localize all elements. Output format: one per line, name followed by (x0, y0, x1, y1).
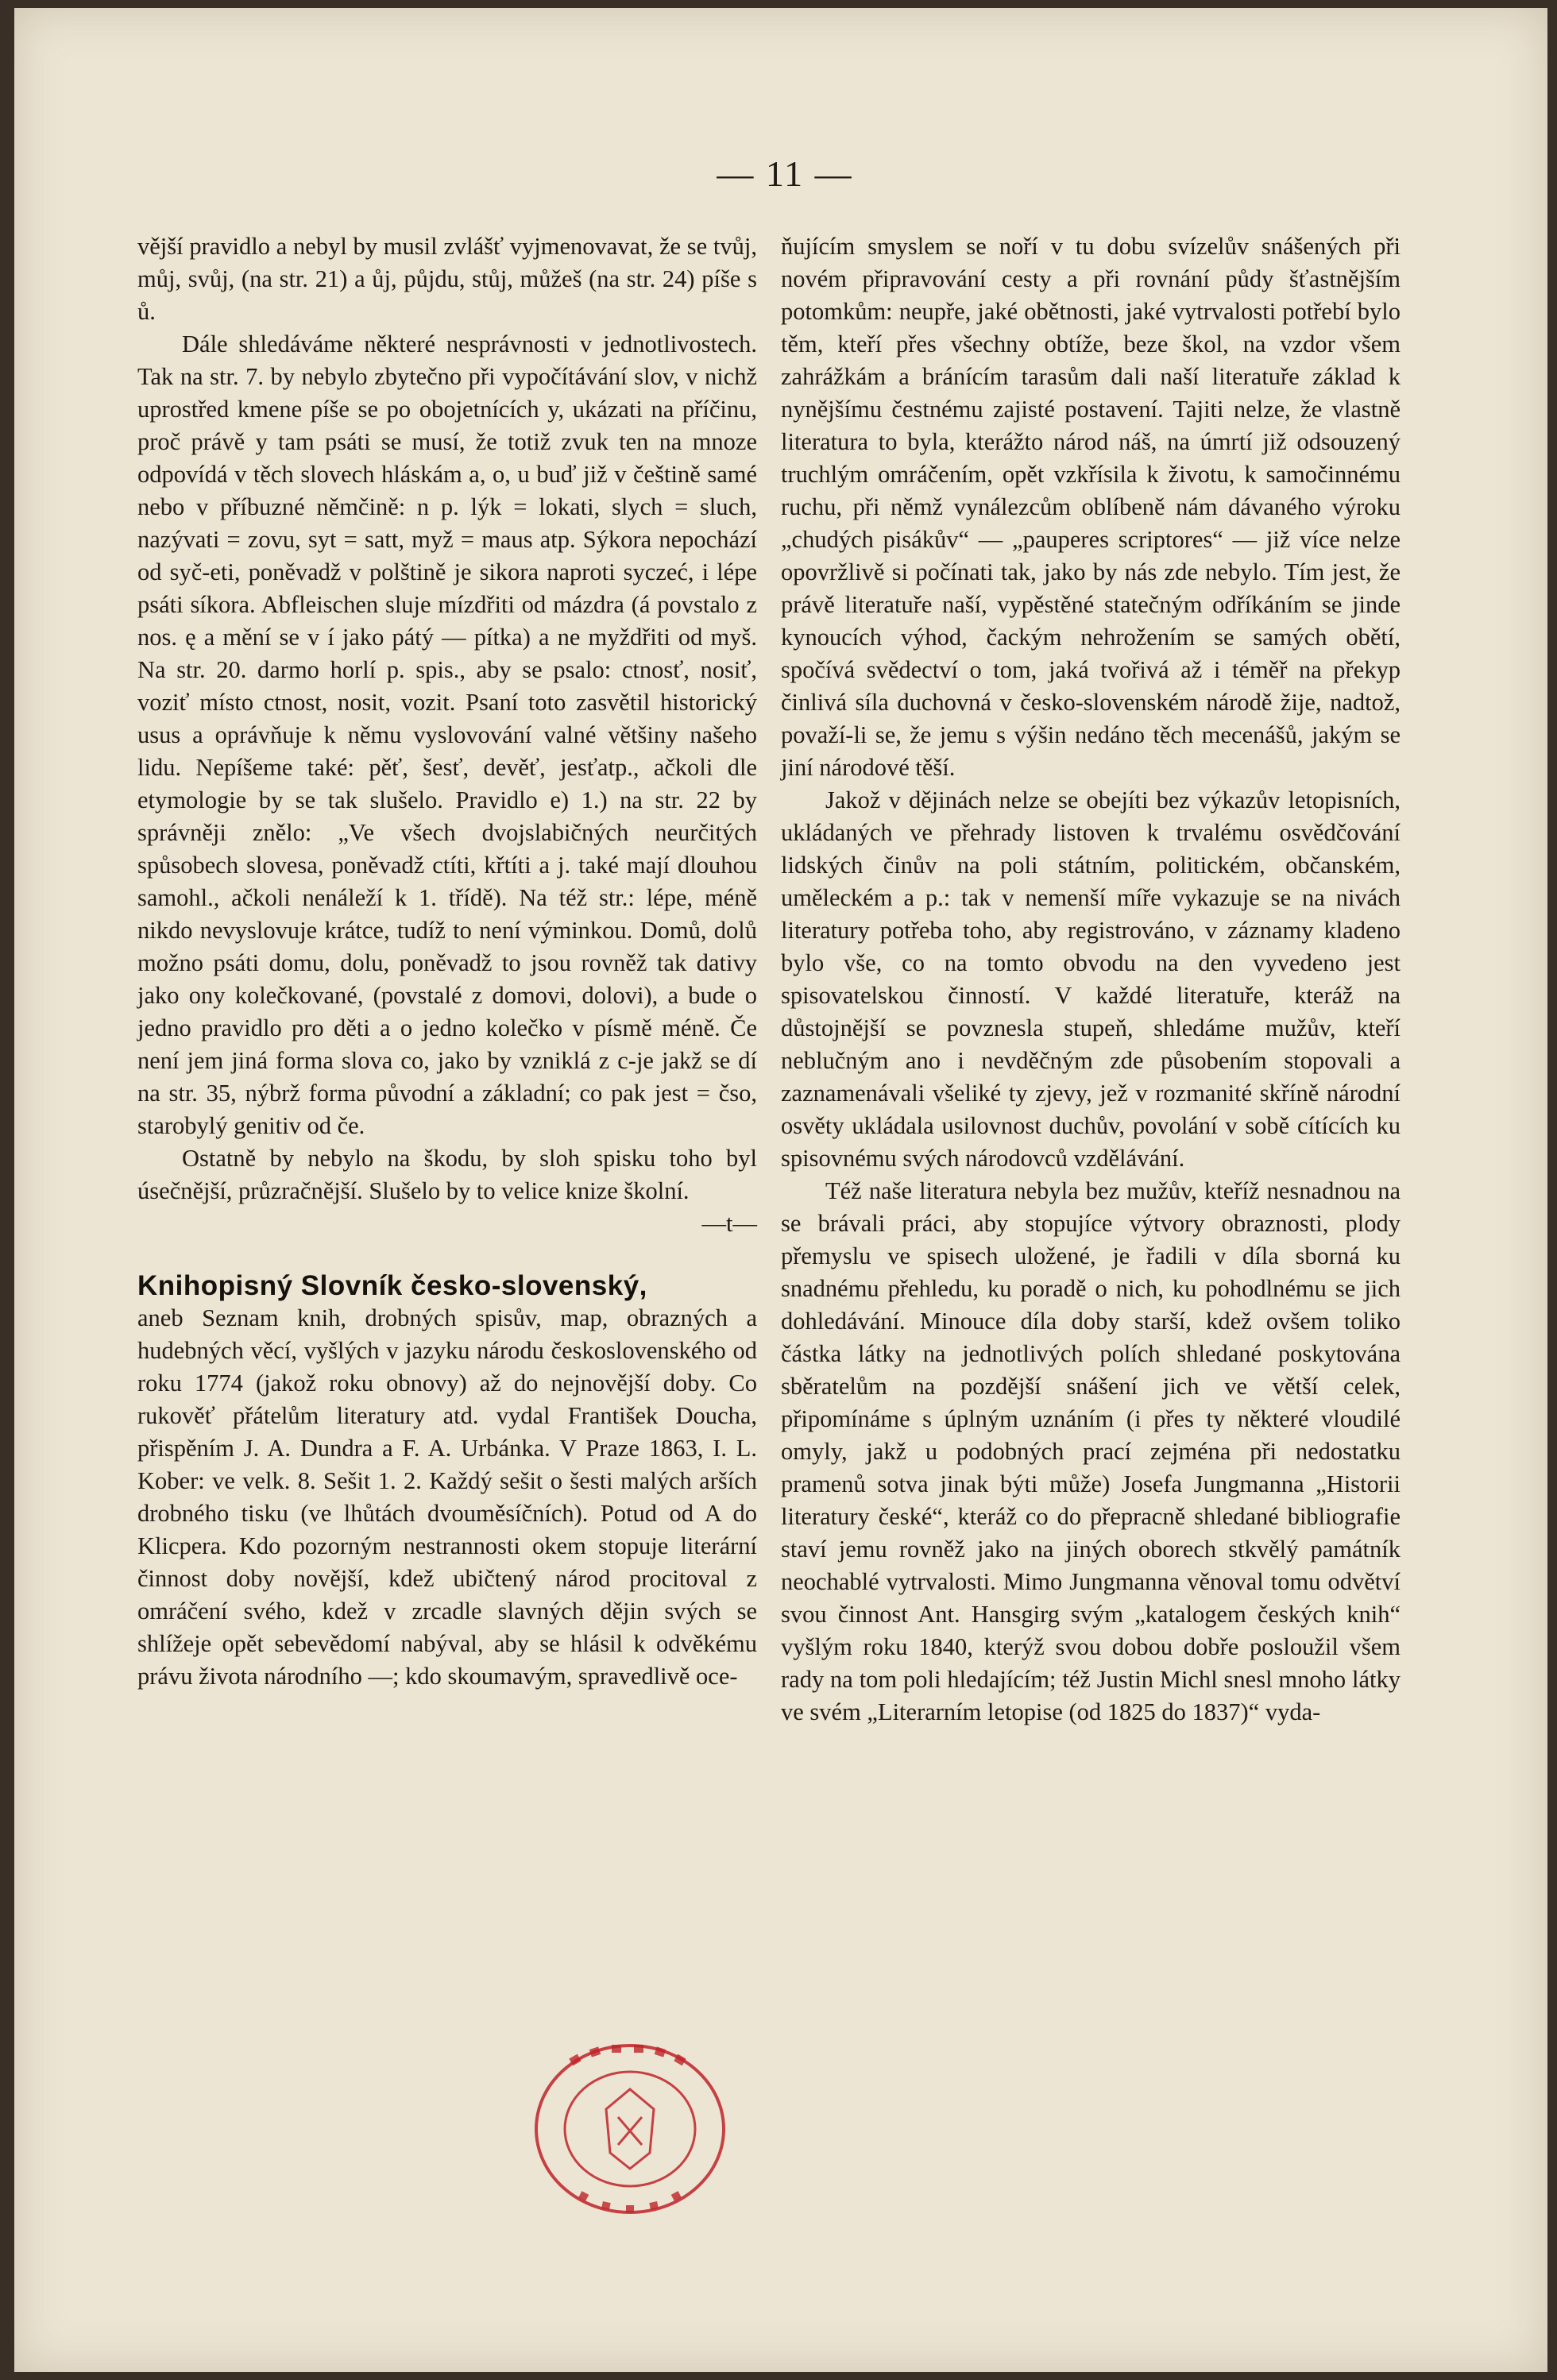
left-paragraph-3 (137, 1142, 757, 1237)
left-paragraph-4: aneb Seznam knih, drobných spisův, map, obrazných a hudebných věcí, vyšlých v jazyku národu československého od roku 1774 (jakož roku obnovy) až do nejnovější doby. Co rukověť přátelům literatury atd. vydal František Doucha, přispěním J. A. Dundra a F. A. Urbánka. V Praze 1863, I. L. Kober: ve velk. 8. Sešit 1. 2. Každý sešit o šesti malých arších drobného tisku (ve lhůtách dvouměsíčních). Potud od A do Klicpera. Kdo pozorným nestrannosti okem stopuje literární činnost doby novější, kdež ubičtený národ procitoval z omráčení svého, kdež v zrcadle slavných dějin svých se shlížeje opět sebevědomí nabýval, aby se hlásil k odvěkému právu života národního —; kdo skoumavým, spravedlivě oce- (137, 1304, 757, 1690)
left-paragraph-1: vější pravidlo a nebyl by musil zvlášť vyjmenovavat, že se tvůj, můj, svůj, (na str. 21) a ůj, půjdu, stůj, můžeš (na str. 24) píše s ů. (137, 233, 757, 325)
left-column (137, 230, 757, 1693)
right-column (781, 230, 1401, 1729)
right-paragraph-2: Jakož v dějinách nelze se obejíti bez výkazův letopisních, ukládaných ve přehrady listoven k trvalému osvědčování lidských činův na poli státním, politickém, občanském, uměleckém a p.: tak v nemenší míře vykazuje se na nivách literatury potřeba toho, aby registrováno, v záznamy kladeno bylo vše, co na tomto obvodu na den vyvedeno jest spisovatelskou činností. V každé literatuře, kteráž na důstojnější se povznesla stupeň, shledáme mužův, kteří neblučným ano i nevděčným zde působením stopovali a zaznamenávali všeliké ty zjevy, jež v rozmanité skříně národní osvěty ukládala usilovnost duchův, povolání v sobě cítících ku spisovnému svých národovců vzdělávání. (781, 786, 1401, 1172)
document-page (14, 8, 1547, 2372)
page-number: — 11 — (717, 153, 853, 194)
right-paragraph-3: Též naše literatura nebyla bez mužův, kteříž nesnadnou na se brávali práci, aby stopujíce výtvory obraznosti, plody přemyslu ve spisech uložené, je řadili v díla sborná ku snadnému přehledu, ku poradě o nich, ku pohodlnému se jich dohledávání. Minouce díla doby starší, kdež ovšem toliko částka látky na jednotlivých polích shledané poskytována sběratelům na pozdější snášení jich ve větší celek, připomínáme s úplným uznáním (i přes ty některé vloudilé omyly, jakž u podobných prací zejména při nedostatku pramenů sotva jinak býti může) Josefa Jungmanna „Historii literatury české“, kteráž co do přepracně shledané bibliografie staví jemu rovněž jako na jiných oborech stkvělý památník neochablé vytrvalosti. Mimo Jungmanna věnoval tomu odvětví svou činnost Ant. Hansgirg svým „katalogem českých knih“ vyšlým roku 1840, kterýž svou dobou dobře posloužil všem rady na tom poli hledajícím; též Justin Michl snesl mnoho látky ve svém „Literarním letopise (od 1825 do 1837)“ vyda- (781, 1177, 1401, 1725)
right-paragraph-1: ňujícím smyslem se noří v tu dobu svízelův snášených při novém připravování cesty a při rovnání půdy šťastnějším potomkům: neupře, jaké obětnosti, jaké vytrvalosti potřebí bylo těm, kteří přes všechny obtíže, beze škol, na vzdor všem zahrážkám a bránícím tarasům dali naší literatuře základ k nynějšímu čestnému zajisté postavení. Tajiti nelze, že vlastně literatura to byla, kterážto národ náš, na úmrtí již odsouzený truchlým omráčením, opět vzkřísila k životu, k samočinnému ruchu, při němž vynálezcům oblíbeně nám dávaného výroku „chudých pisákův“ — „pauperes scriptores“ — již více nelze opovržlivě si počínati tak, jako by nás zde nebylo. Tím jest, že právě literatuře naší, vypěstěné statečným odříkáním se jinde kynoucích výhod, čackým nehrožením se samých obětí, spočívá svědectví o tom, jaká tvořivá až i téměř na překyp činlivá síla duchovná v česko-slovenském národě žije, nadtož, považí-li se, že jemu s výšin nedáno těch mecenášů, jakým se jiní národové těší. (781, 233, 1401, 781)
library-stamp-icon (523, 2034, 737, 2224)
left-paragraph-3-text: Ostatně by nebylo na škodu, by sloh spisku toho byl úsečnější, průzračnější. Slušelo by to velice knize školní. (137, 1145, 757, 1204)
left-paragraph-2: Dále shledáváme některé nesprávnosti v jednotlivostech. Tak na str. 7. by nebylo zbytečno při vypočítávání slov, v nichž uprostřed kmene píše se po obojetnících y, ukázati na příčinu, proč právě y tam psáti se musí, že totiž zvuk ten na mnoze odpovídá v těch slovech hláskám a, o, u buď již v češtině samé nebo v příbuzné němčině: n p. lýk = lokati, slych = sluch, nazývati = zovu, syt = satt, myž = maus atp. Sýkora nepochází od syč-eti, poněvadž v polštině je sikora naproti syczeć, i lépe psáti síkora. Abfleischen sluje mízdřiti od mázdra (á povstalo z nos. ę a mění se v í jako pátý — pítka) a ne myždřiti od myš. Na str. 20. darmo horlí p. spis., aby se psalo: ctnosť, nosiť, voziť místo ctnost, nosit, vozit. Psaní toto zasvětil historický usus a oprávňuje k němu vyslovování valné většiny našeho lidu. Nepíšeme také: pěť, šesť, devěť, jesťatp., ačkoli dle etymologie by se tak slušelo. Pravidlo e) 1.) na str. 22 by správněji znělo: „Ve všech dvojslabičných neurčitých spůsobech slovesa, poněvadž ctíti, křtíti a j. také mají dlouhou samohl., ačkoli nenáleží k 1. třídě). Na též str.: lépe, méně nikdo nevyslovuje krátce, tudíž to není výminkou. Domů, dolů možno psáti domu, dolu, poněvadž to jsou rovněž tak dativy jako ony kolečkované, (povstalé z domovi, dolovi), a bude o jedno pravidlo pro děti a o jedno kolečko v písmě méně. Če není jem jiná forma slova co, jako by vzniklá z c-je jakž se dí na str. 35, nýbrž forma původní a základní; co pak jest = čso, starobylý genitiv od če. (137, 330, 757, 1139)
section-title: Knihopisný Slovník česko-slovenský, (137, 1270, 647, 1301)
reviewer-signature: —t— (701, 1210, 757, 1237)
